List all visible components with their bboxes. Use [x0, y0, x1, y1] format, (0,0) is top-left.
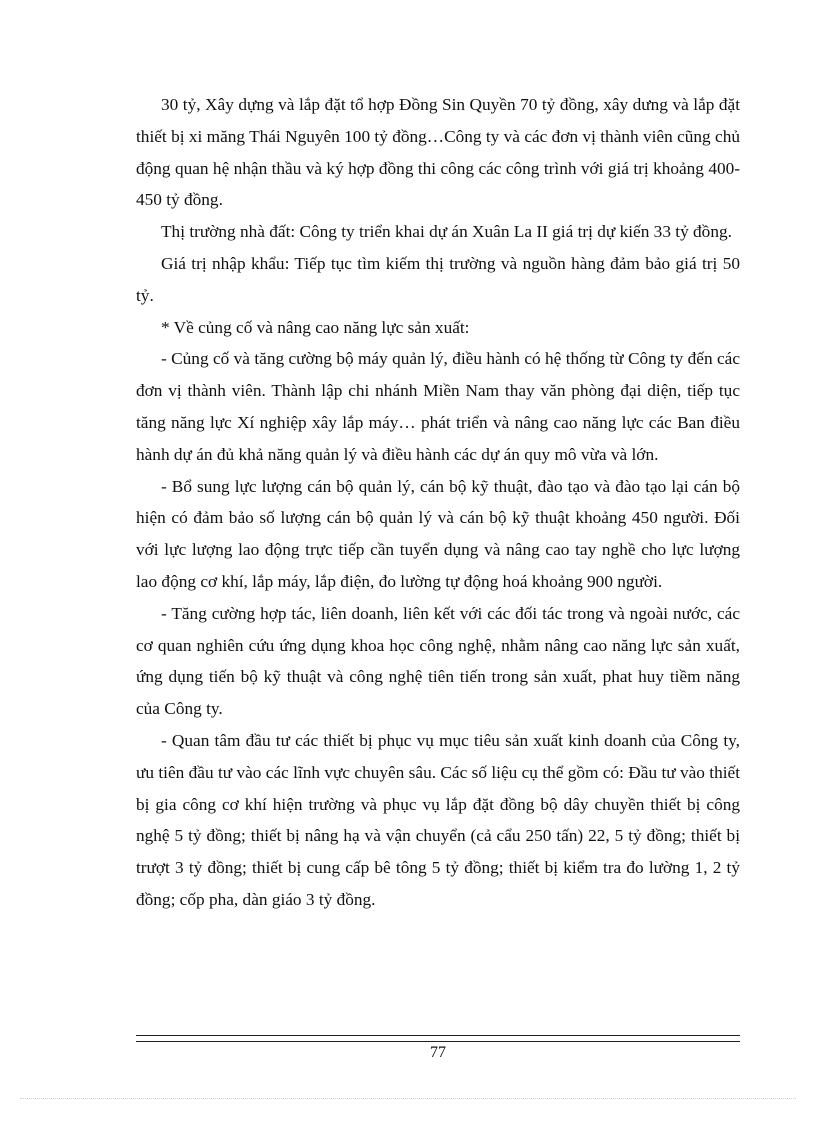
page-bottom-divider — [20, 1098, 796, 1099]
footer-double-rule — [136, 1035, 740, 1042]
paragraph-continuation: 30 tỷ, Xây dựng và lắp đặt tổ hợp Đồng Sin Quyền 70 tỷ đồng, xây dưng và lắp đặt thiết bị xi măng Thái Nguyên 100 tỷ đồng…Công ty và các đơn vị thành viên cũng chủ động quan hệ nhận thầu và ký hợp đồng thi công các công trình với giá trị khoảng 400- 450 tỷ đồng. — [136, 95, 740, 210]
paragraph-import-value: Giá trị nhập khẩu: Tiếp tục tìm kiếm thị trường và nguồn hàng đảm bảo giá trị 50 tỷ. — [136, 253, 740, 305]
page-number: 77 — [430, 1044, 446, 1061]
bullet-cooperation: - Tăng cường hợp tác, liên doanh, liên kết với các đối tác trong và ngoài nước, các cơ quan nghiên cứu ứng dụng khoa học công nghệ, nhằm nâng cao năng lực sản xuất, ứng dụng tiến bộ kỹ thuật và công nghệ tiên tiến trong sản xuất, phat huy tiềm năng của Công ty. — [136, 603, 740, 719]
bullet-management: - Củng cố và tăng cường bộ máy quản lý, điều hành có hệ thống từ Công ty đến các đơn vị thành viên. Thành lập chi nhánh Miền Nam thay văn phòng đại diện, tiếp tục tăng năng lực Xí nghiệp xây lắp máy… phát triển và nâng cao năng lực các Ban điều hành dự án đủ khả năng quản lý và điều hành các dự án quy mô vừa và lớn. — [136, 349, 740, 464]
bullet-investment: - Quan tâm đầu tư các thiết bị phục vụ mục tiêu sản xuất kinh doanh của Công ty, ưu tiên đầu tư vào các lĩnh vực chuyên sâu. Các số liệu cụ thể gồm có: Đầu tư vào thiết bị gia công cơ khí hiện trường và phục vụ lắp đặt đồng bộ dây chuyền thiết bị công nghệ 5 tỷ đồng; thiết bị nâng hạ và vận chuyển (cả cẩu 250 tấn) 22, 5 tỷ đồng; thiết bị trượt 3 tỷ đồng; thiết bị cung cấp bê tông 5 tỷ đồng; thiết bị kiểm tra đo lường 1, 2 tỷ đồng; cốp pha, dàn giáo 3 tỷ đồng. — [136, 730, 740, 909]
bullet-staffing: - Bổ sung lực lượng cán bộ quản lý, cán bộ kỹ thuật, đào tạo và đào tạo lại cán bộ hiện có đảm bảo số lượng cán bộ quản lý và cán bộ kỹ thuật khoảng 450 người. Đối với lực lượng lao động trực tiếp cần tuyển dụng và nâng cao tay nghề cho lực lượng lao động cơ khí, lắp máy, lắp điện, đo lường tự động hoá khoảng 900 người. — [136, 476, 740, 591]
section-heading-capacity: * Về củng cố và nâng cao năng lực sản xuất: — [161, 317, 470, 337]
page-body — [136, 89, 740, 916]
paragraph-real-estate: Thị trường nhà đất: Công ty triển khai dự án Xuân La II giá trị dự kiến 33 tỷ đồng. — [161, 222, 732, 242]
